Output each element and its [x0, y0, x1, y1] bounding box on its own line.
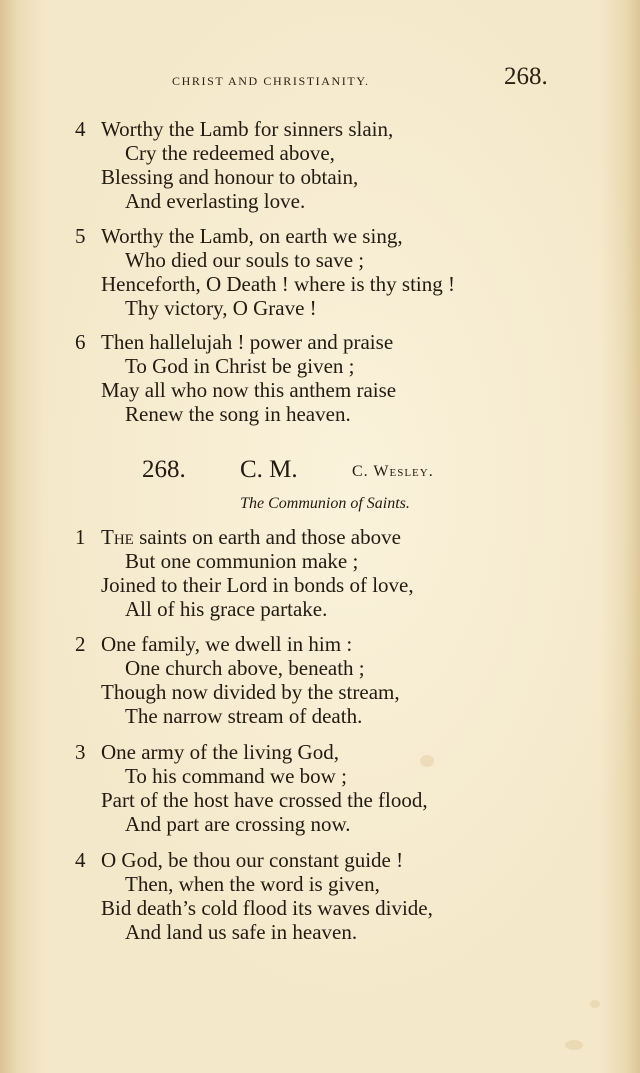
verse-line: Cry the redeemed above, — [125, 141, 335, 165]
hymn-title: The Communion of Saints. — [240, 495, 410, 512]
verse-line — [75, 525, 545, 549]
verse-number: 2 — [75, 632, 86, 656]
verse-line: Worthy the Lamb, on earth we sing, — [101, 224, 403, 248]
verse-line: Thy victory, O Grave ! — [125, 296, 317, 320]
verse-line: Who died our souls to save ; — [125, 248, 365, 272]
verse-line: But one communion make ; — [125, 549, 359, 573]
verse-line: One family, we dwell in him : — [101, 632, 353, 656]
verse-line: To his command we bow ; — [125, 764, 347, 788]
paper-stain — [590, 1000, 600, 1008]
verse-number: 4 — [75, 848, 86, 872]
verse-line: One church above, beneath ; — [125, 656, 365, 680]
paper-stain — [565, 1040, 583, 1050]
hymn-verse-1 — [75, 525, 545, 621]
hymn-verse-4 — [75, 848, 545, 944]
verse-6-prev — [75, 330, 545, 426]
first-word: The — [101, 525, 134, 549]
verse-line: And everlasting love. — [125, 189, 306, 213]
page-number: 268. — [504, 63, 548, 90]
verse-line: All of his grace partake. — [125, 597, 328, 621]
verse-4-prev — [75, 117, 545, 213]
verse-line-rest: saints on earth and those above — [133, 525, 401, 549]
hymn-header — [0, 456, 640, 486]
verse-line: The narrow stream of death. — [125, 704, 363, 728]
hymn-number: 268. — [142, 456, 186, 483]
verse-line: Part of the host have crossed the flood, — [101, 788, 428, 812]
running-head: CHRIST AND CHRISTIANITY. — [172, 74, 370, 88]
verse-5-prev — [75, 224, 545, 320]
verse-number: 5 — [75, 224, 86, 248]
verse-number: 1 — [75, 525, 86, 549]
verse-line: Blessing and honour to obtain, — [101, 165, 359, 189]
verse-line: May all who now this anthem raise — [101, 378, 397, 402]
verse-line: Joined to their Lord in bonds of love, — [101, 573, 414, 597]
verse-line: Renew the song in heaven. — [125, 402, 351, 426]
verse-line: O God, be thou our constant guide ! — [101, 848, 404, 872]
verse-line: Worthy the Lamb for sinners slain, — [101, 117, 394, 141]
verse-line: Though now divided by the stream, — [101, 680, 400, 704]
verse-number: 3 — [75, 740, 86, 764]
verse-line: And part are crossing now. — [125, 812, 351, 836]
verse-line: Then hallelujah ! power and praise — [101, 330, 394, 354]
hymn-verse-3 — [75, 740, 545, 836]
verse-line: Henceforth, O Death ! where is thy sting ! — [101, 272, 455, 296]
verse-line: And land us safe in heaven. — [125, 920, 358, 944]
hymn-verse-2 — [75, 632, 545, 728]
hymn-meter: C. M. — [240, 456, 298, 483]
verse-number: 6 — [75, 330, 86, 354]
verse-line: To God in Christ be given ; — [125, 354, 355, 378]
verse-number: 4 — [75, 117, 86, 141]
verse-line: Bid death’s cold flood its waves divide, — [101, 896, 433, 920]
verse-line: One army of the living God, — [101, 740, 339, 764]
verse-line: Then, when the word is given, — [125, 872, 380, 896]
hymn-author: C. Wesley. — [352, 463, 434, 480]
